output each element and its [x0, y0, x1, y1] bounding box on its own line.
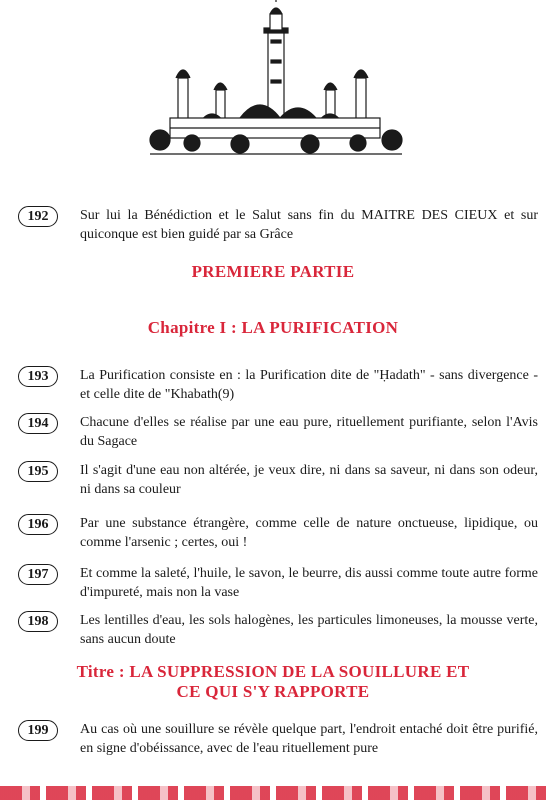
verse-number: 199 — [18, 720, 58, 741]
verse-number: 197 — [18, 564, 58, 585]
verse-number: 196 — [18, 514, 58, 535]
verse-text: Il s'agit d'une eau non altérée, je veux dire, ni dans sa saveur, ni dans son odeur, ni dans sa couleur — [80, 463, 538, 497]
verse-number: 198 — [18, 611, 58, 632]
mosque-illustration — [130, 0, 420, 160]
chapter-heading: Chapitre I : LA PURIFICATION — [147, 318, 399, 337]
verse-number: 192 — [18, 206, 58, 227]
verse-text: Par une substance étrangère, comme celle de nature onctueuse, lipidique, ou comme l'arsenic ; certes, oui ! — [80, 516, 538, 550]
verse-text: Et comme la saleté, l'huile, le savon, le beurre, dis aussi comme toute autre forme d'impureté, mais non la vase — [80, 566, 538, 600]
title-heading-line2: CE QUI S'Y RAPPORTE — [176, 682, 370, 701]
verse-number: 194 — [18, 413, 58, 434]
verse-text: Au cas où une souillure se révèle quelque part, l'endroit entaché doit être purifié, en signe d'obéissance, avec de l'eau rituellement pure — [80, 722, 538, 756]
verse-text: Les lentilles d'eau, les sols halogènes, les particules limoneuses, la mousse verte, sans aucun doute — [80, 613, 538, 647]
part-heading: PREMIERE PARTIE — [191, 262, 355, 281]
decorative-border — [0, 786, 546, 800]
verse-number: 195 — [18, 461, 58, 482]
verse-text: Sur lui la Bénédiction et le Salut sans fin du MAITRE DES CIEUX et sur quiconque est bien guidé par sa Grâce — [80, 208, 538, 242]
verse-text: Chacune d'elles se réalise par une eau pure, rituellement purifiante, selon l'Avis du Sagace — [80, 415, 538, 449]
verse-text: La Purification consiste en : la Purification dite de "Ḥadath" - sans divergence - et celle dite de "Khabath(9) — [80, 368, 538, 402]
verse-number: 193 — [18, 366, 58, 387]
title-heading-line1: Titre : LA SUPPRESSION DE LA SOUILLURE ET — [76, 662, 470, 681]
